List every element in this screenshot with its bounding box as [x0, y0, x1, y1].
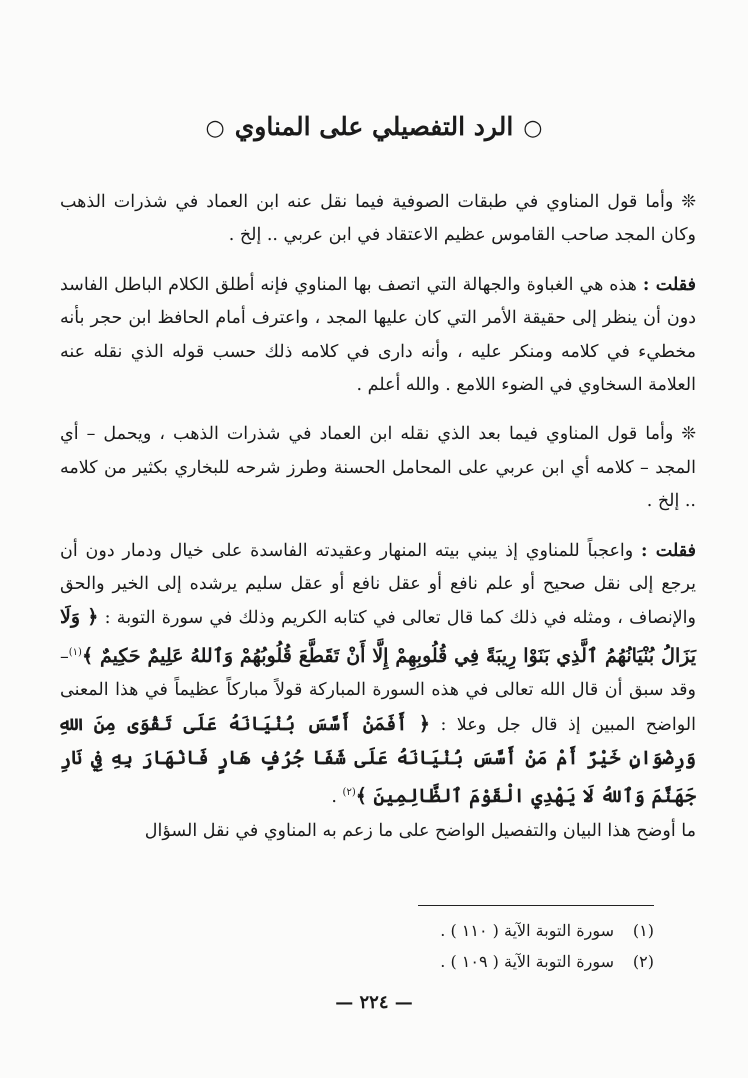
- paragraph-4-text-1: واعجباً للمناوي إذ يبني بيته المنهار وعقيدته الفاسدة على خيال ودمار دون أن يرجع إلى نقل صحيح أو علم نافع أو عقل نافع أو عقل سليم يرشده إلى الخير والحق والإنصاف ، ومثله في ذلك كما قال تعالى في كتابه الكريم وذلك في سورة التوبة :: [60, 540, 696, 629]
- paragraph-1: ❊ وأما قول المناوي في طبقات الصوفية فيما نقل عنه ابن العماد في شذرات الذهب وكان المجد صاحب القاموس عظيم الاعتقاد في ابن عربي .. إلخ .: [60, 192, 696, 246]
- footnote-ref-1: (١): [68, 646, 82, 658]
- paragraph-3: ❊ وأما قول المناوي فيما بعد الذي نقله ابن العماد في شذرات الذهب ، ويحمل – أي المجد – كلامه أي ابن عربي على المحامل الحسنة وطرز شرحه للبخاري بكثير من كلامه .. إلخ .: [60, 424, 696, 512]
- paragraph-4-text-3: .: [331, 787, 343, 808]
- paragraph-4-text-2: – وقد سبق أن قال الله تعالى في هذه السورة المباركة قولاً مباركاً عظيماً في هذا المعنى الواضح المبين إذ قال جل وعلا :: [60, 646, 696, 735]
- paragraph-2-text: هذه هي الغباوة والجهالة التي اتصف بها المناوي فإنه أطلق الكلام الباطل الفاسد دون أن ينظر إلى حقيقة الأمر التي كان عليها المجد ، واعترف أمام الحافظ ابن حجر بأنه مخطيء في كلامه ومنكر عليه ، وأنه دارى في كلامه ذلك حسب قوله الذي نقله عنه العلامة السخاوي في الضوء اللامع . والله أعلم .: [60, 274, 696, 396]
- paragraph-4-lead: فقلت :: [641, 540, 696, 561]
- page-number: — ٢٢٤ —: [335, 992, 413, 1013]
- paragraph-5: ما أوضح هذا البيان والتفصيل الواضح على ما زعم به المناوي في نقل السؤال: [144, 820, 696, 841]
- footnote-number: (١): [632, 921, 654, 940]
- footnote-item: [94, 915, 654, 946]
- footnote-divider: [418, 905, 654, 906]
- footnote-number: (٢): [632, 952, 654, 971]
- section-heading: [0, 112, 748, 141]
- quran-verse-1: ﴿ وَلَا يَزَالُ بُنْيَانُهُمُ ٱلَّذِي بَنَوْا رِيبَةً فِي قُلُوبِهِمْ إِلَّا أَنْ تَقَطَّعَ قُلُوبُهُمْ وَٱللهُ عَلِيمٌ حَكِيمٌ ﴾: [60, 606, 696, 667]
- paragraph-2: [60, 269, 696, 403]
- quran-verse-2: ﴿ أَفَمَنْ أَسَّسَ بُنْيَانَهُ عَلَى تَقْوَى مِنَ اللهِ وَرِضْوَانٍ خَيْرٌ أَمْ مَنْ أَسَّسَ بُنْيَانَهُ عَلَى شَفَا جُرُفٍ هَارٍ فَانْهَارَ بِهِ فِي نَارِ جَهَنَّمَ وَٱللهُ لَا يَهْدِي الْقَوْمَ ٱلظَّالِمِينَ ﴾: [60, 712, 696, 808]
- footnote-text: سورة التوبة الآية ( ١٠٩ ) .: [440, 952, 614, 971]
- paragraph-2-lead: فقلت :: [642, 274, 696, 295]
- ring-ornament-right: ○: [523, 116, 543, 141]
- section-title: الرد التفصيلي على المناوي: [234, 112, 514, 141]
- paragraph-4: [60, 535, 696, 815]
- body-text: [60, 186, 696, 848]
- ring-ornament-left: ○: [205, 116, 225, 141]
- footnote-text: سورة التوبة الآية ( ١١٠ ) .: [440, 921, 614, 940]
- footnotes: [94, 915, 654, 977]
- footnote-ref-2: (٢): [342, 787, 356, 799]
- footnote-item: [94, 946, 654, 977]
